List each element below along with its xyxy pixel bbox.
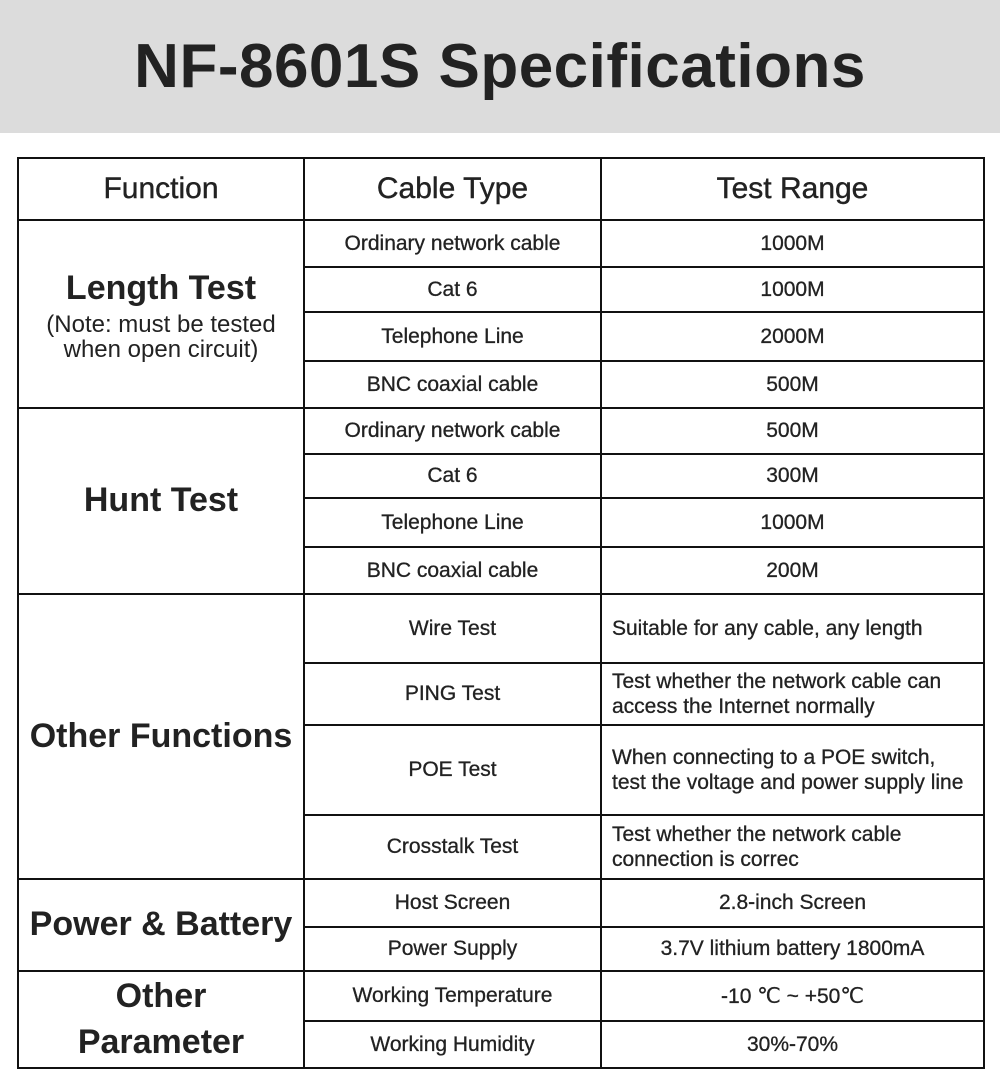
function-group-cell — [18, 594, 304, 879]
test-range-cell: 300M — [601, 454, 984, 498]
table-row — [18, 220, 984, 267]
test-range-cell: 1000M — [601, 220, 984, 267]
function-group-cell — [18, 971, 304, 1068]
cable-type-cell: Crosstalk Test — [304, 815, 601, 879]
test-range-cell: Test whether the network cable can access the Internet normally — [601, 663, 984, 725]
function-label: Hunt Test — [83, 481, 239, 520]
header-function: Function — [18, 158, 304, 220]
function-group-cell — [18, 220, 304, 408]
function-label: Power & Battery — [29, 905, 293, 944]
cable-type-cell: Telephone Line — [304, 498, 601, 547]
cable-type-cell: BNC coaxial cable — [304, 547, 601, 594]
page-title: NF-8601S Specifications — [134, 32, 866, 101]
cable-type-cell: Wire Test — [304, 594, 601, 663]
test-range-cell: Test whether the network cable connection is correc — [601, 815, 984, 879]
specifications-table — [17, 157, 985, 1069]
cable-type-cell: Host Screen — [304, 879, 601, 927]
test-range-cell: 30%-70% — [601, 1021, 984, 1068]
test-range-cell: 1000M — [601, 498, 984, 547]
cable-type-cell: Working Humidity — [304, 1021, 601, 1068]
test-range-cell: 500M — [601, 408, 984, 454]
function-group-cell — [18, 879, 304, 971]
cable-type-cell: Working Temperature — [304, 971, 601, 1021]
test-range-cell: 3.7V lithium battery 1800mA — [601, 927, 984, 971]
function-group-cell — [18, 408, 304, 594]
header-cable-type: Cable Type — [304, 158, 601, 220]
cable-type-cell: Telephone Line — [304, 312, 601, 361]
title-banner — [0, 0, 1000, 133]
function-label: Other Parameter — [77, 976, 245, 1061]
table-row — [18, 594, 984, 663]
cable-type-cell: PING Test — [304, 663, 601, 725]
table-row — [18, 408, 984, 454]
test-range-cell: -10 ℃ ~ +50℃ — [601, 971, 984, 1021]
test-range-cell: 2000M — [601, 312, 984, 361]
cable-type-cell: Power Supply — [304, 927, 601, 971]
function-note: (Note: must be tested when open circuit) — [46, 310, 276, 363]
table-row — [18, 971, 984, 1021]
cable-type-cell: Ordinary network cable — [304, 408, 601, 454]
test-range-cell: 1000M — [601, 267, 984, 312]
test-range-cell: 2.8-inch Screen — [601, 879, 984, 927]
cable-type-cell: BNC coaxial cable — [304, 361, 601, 408]
test-range-cell: 200M — [601, 547, 984, 594]
cable-type-cell: Cat 6 — [304, 454, 601, 498]
test-range-cell: When connecting to a POE switch, test the voltage and power supply line — [601, 725, 984, 815]
cable-type-cell: Cat 6 — [304, 267, 601, 312]
function-label: Length Test — [65, 268, 257, 307]
header-test-range: Test Range — [601, 158, 984, 220]
table-header-row — [18, 158, 984, 220]
function-label: Other Functions — [29, 716, 293, 755]
cable-type-cell: POE Test — [304, 725, 601, 815]
table-row — [18, 879, 984, 927]
test-range-cell: 500M — [601, 361, 984, 408]
cable-type-cell: Ordinary network cable — [304, 220, 601, 267]
test-range-cell: Suitable for any cable, any length — [601, 594, 984, 663]
